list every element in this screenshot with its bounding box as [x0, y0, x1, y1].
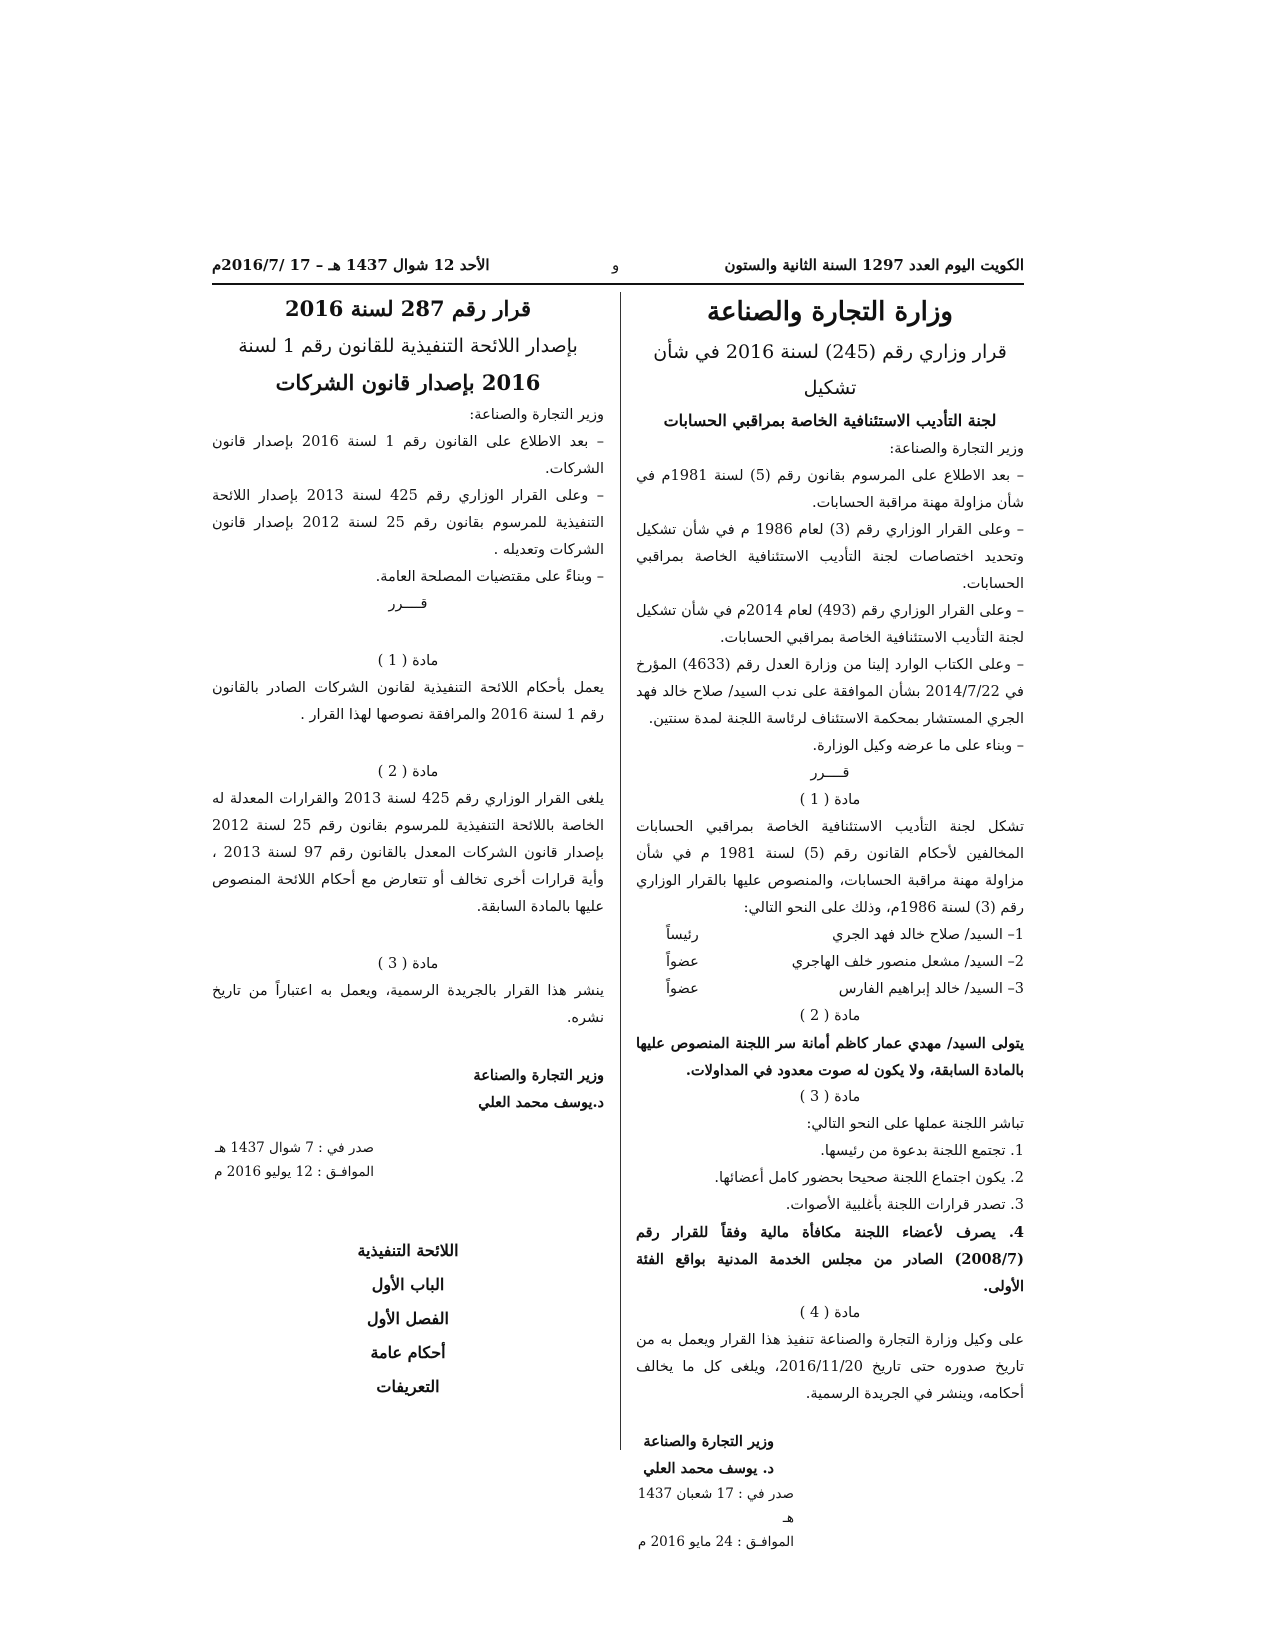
issued-date: صدر في : 17 شعبان 1437 هـ — [637, 1486, 794, 1526]
preamble-item: – وبناءً على مقتضيات المصلحة العامة. — [375, 569, 604, 585]
article-label: مادة ( 4 ) — [799, 1305, 861, 1321]
decision-title: قرار وزاري رقم (245) لسنة 2016 في شأن تشكيل — [653, 341, 1007, 399]
article-label: مادة ( 2 ) — [799, 1008, 861, 1024]
page-header — [212, 256, 1024, 280]
decision-subtitle: 2016 بإصدار قانون الشركات — [275, 370, 541, 395]
bylaw-heading: الفصل الأول — [367, 1309, 449, 1328]
decision-subtitle: بإصدار اللائحة التنفيذية للقانون رقم 1 لسنة — [238, 335, 578, 357]
article-text: تشكل لجنة التأديب الاستئنافية الخاصة بمراقبي الحسابات المخالفين لأحكام القانون رقم (5) لسنة 1981 م في شأن مزاولة مهنة مراقبة الحسابات، والمنصوص عليها بالقرار الوزاري رقم (3) لسنة 1986م، وذلك على النحو التالي: — [636, 819, 1024, 916]
right-column — [636, 290, 1024, 1554]
header-rule — [212, 283, 1024, 285]
preamble-item: – بعد الاطلاع على القانون رقم 1 لسنة 2016 بإصدار قانون الشركات. — [212, 434, 605, 477]
member-row — [636, 976, 1024, 1003]
article-intro: تباشر اللجنة عملها على النحو التالي: — [806, 1116, 1024, 1132]
decided-label: قــــرر — [388, 596, 428, 612]
preamble-item: – بعد الاطلاع على المرسوم بقانون رقم (5) لسنة 1981م في شأن مزاولة مهنة مراقبة الحسابات. — [636, 468, 1024, 511]
bylaw-heading: اللائحة التنفيذية — [357, 1241, 459, 1260]
member-name: 3– السيد/ خالد إبراهيم الفارس — [838, 981, 1024, 997]
article-text: يلغى القرار الوزاري رقم 425 لسنة 2013 والقرارات المعدلة له الخاصة باللائحة التنفيذية للمرسوم بقانون رقم 25 لسنة 2012 بإصدار قانون الشركات المعدل بالقانون رقم 97 لسنة 2013 ، وأية قرارات أخرى تخالف أو تتعارض مع أحكام اللائحة المنصوص عليها بالمادة السابقة. — [212, 791, 605, 915]
header-page-mark: و — [612, 256, 620, 274]
column-divider — [620, 292, 621, 1450]
preamble-item: – وبناء على ما عرضه وكيل الوزارة. — [812, 738, 1024, 754]
ministry-heading: وزارة التجارة والصناعة — [707, 297, 953, 327]
signature-name: د. يوسف محمد العلي — [643, 1460, 774, 1477]
article-label: مادة ( 3 ) — [377, 956, 439, 972]
signature-name: د.يوسف محمد العلي — [478, 1094, 604, 1111]
article-item: 3. تصدر قرارات اللجنة بأغلبية الأصوات. — [785, 1197, 1024, 1213]
left-column — [212, 290, 604, 1404]
article-text: على وكيل وزارة التجارة والصناعة تنفيذ هذا القرار ويعمل به من تاريخ صدوره حتى تاريخ 2016/11/20، ويلغى كل ما يخالف أحكامه، وينشر في الجريدة الرسمية. — [636, 1332, 1024, 1402]
article-label: مادة ( 2 ) — [377, 764, 439, 780]
article-text: يعمل بأحكام اللائحة التنفيذية لقانون الشركات الصادر بالقانون رقم 1 لسنة 2016 والمرافقة نصوصها لهذا القرار . — [212, 680, 604, 723]
article-item: 1. تجتمع اللجنة بدعوة من رئيسها. — [820, 1143, 1024, 1159]
article-text: يتولى السيد/ مهدي عمار كاظم أمانة سر اللجنة المنصوص عليها بالمادة السابقة، ولا يكون له صوت معدود في المداولات. — [636, 1035, 1024, 1079]
header-date: الأحد 12 شوال 1437 هـ – 17 /2016/7م — [212, 256, 490, 274]
preamble-item: – وعلى القرار الوزاري رقم 425 لسنة 2013 بإصدار اللائحة التنفيذية للمرسوم بقانون رقم 25 لسنة 2012 بإصدار قانون الشركات وتعديله . — [212, 488, 604, 558]
issued-date: صدر في : 7 شوال 1437 هـ — [215, 1140, 374, 1156]
article-label: مادة ( 1 ) — [799, 792, 861, 808]
minister-intro: وزير التجارة والصناعة: — [889, 441, 1024, 457]
member-role: عضواً — [666, 954, 699, 970]
article-label: مادة ( 3 ) — [799, 1089, 861, 1105]
member-role: عضواً — [666, 981, 699, 997]
signature-title: وزير التجارة والصناعة — [643, 1433, 774, 1450]
member-row — [636, 922, 1024, 949]
decided-label: قــــرر — [810, 765, 850, 781]
signature-title: وزير التجارة والصناعة — [473, 1067, 604, 1084]
member-name: 1– السيد/ صلاح خالد فهد الجري — [832, 927, 1024, 943]
member-role: رئيساً — [666, 927, 699, 943]
corresponding-date: الموافـق : 12 يوليو 2016 م — [214, 1164, 374, 1180]
member-row — [636, 949, 1024, 976]
article-label: مادة ( 1 ) — [377, 653, 439, 669]
preamble-item: – وعلى القرار الوزاري رقم (493) لعام 2014م في شأن تشكيل لجنة التأديب الاستئنافية الخاصة بمراقبي الحسابات. — [636, 603, 1024, 646]
preamble-item: – وعلى القرار الوزاري رقم (3) لعام 1986 م في شأن تشكيل وتحديد اختصاصات لجنة التأديب الاستئنافية الخاصة بمراقبي الحسابات. — [636, 522, 1024, 592]
bylaw-heading: أحكام عامة — [370, 1343, 446, 1362]
bylaw-heading: التعريفات — [376, 1377, 440, 1396]
minister-intro: وزير التجارة والصناعة: — [469, 407, 604, 423]
decision-subtitle: لجنة التأديب الاستئنافية الخاصة بمراقبي الحسابات — [663, 411, 997, 430]
preamble-item: – وعلى الكتاب الوارد إلينا من وزارة العدل رقم (4633) المؤرخ في 2014/7/22 بشأن الموافقة على ندب السيد/ صلاح خالد فهد الجري المستشار بمحكمة الاستئناف لرئاسة اللجنة لمدة سنتين. — [636, 657, 1024, 727]
article-item: 2. يكون اجتماع اللجنة صحيحا بحضور كامل أعضائها. — [714, 1170, 1024, 1186]
member-name: 2– السيد/ مشعل منصور خلف الهاجري — [791, 954, 1024, 970]
decision-title: قرار رقم 287 لسنة 2016 — [284, 296, 532, 321]
article-text: ينشر هذا القرار بالجريدة الرسمية، ويعمل به اعتباراً من تاريخ نشره. — [212, 983, 604, 1026]
article-item: 4. يصرف لأعضاء اللجنة مكافأة مالية وفقاً للقرار رقم (2008/7) الصادر من مجلس الخدمة المدنية بواقع الفئة الأولى. — [636, 1224, 1024, 1295]
bylaw-headings — [212, 1234, 604, 1404]
bylaw-heading: الباب الأول — [371, 1275, 445, 1294]
corresponding-date: الموافـق : 24 مايو 2016 م — [637, 1534, 794, 1550]
header-issue: الكويت اليوم العدد 1297 السنة الثانية والستون — [724, 256, 1024, 274]
